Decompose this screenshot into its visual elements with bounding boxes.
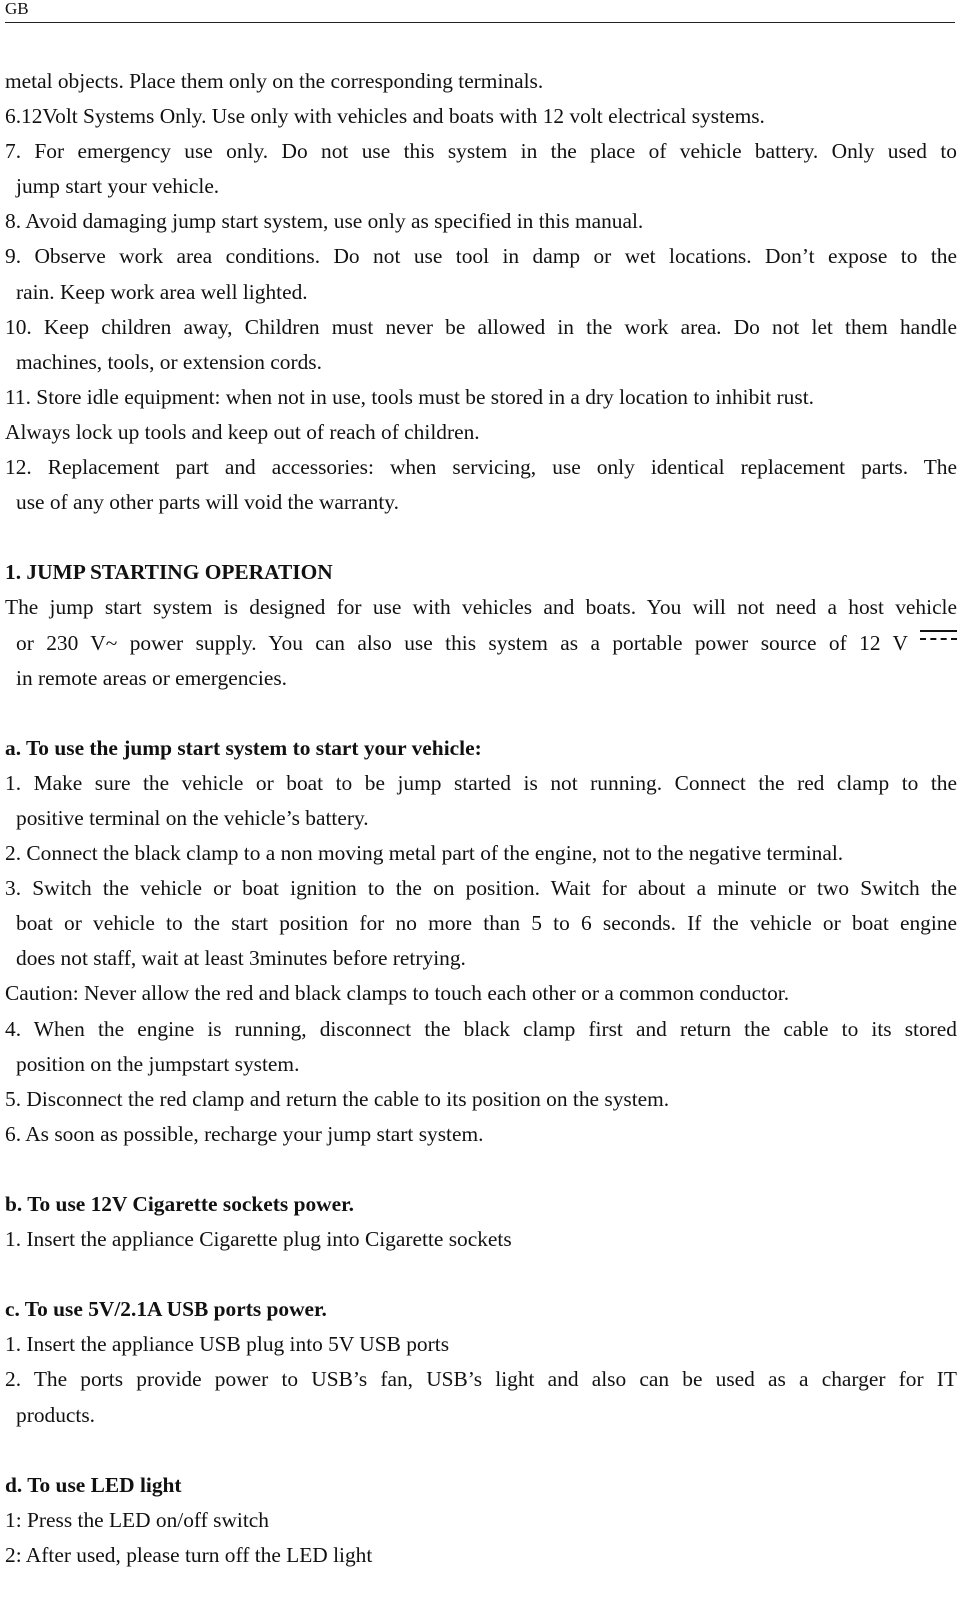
section-c [5, 1292, 957, 1432]
safety-item-10-continued: machines, tools, or extension cords. [16, 349, 322, 374]
spacer [5, 1433, 957, 1468]
section-a [5, 731, 957, 1152]
section-d-step-1: 1: Press the LED on/off switch [5, 1507, 269, 1532]
spacer [5, 696, 957, 731]
safety-item-11: 11. Store idle equipment: when not in use, tools must be stored in a dry location to inhibit rust. [5, 384, 814, 409]
section-a-step-2: 2. Connect the black clamp to a non moving metal part of the engine, not to the negative terminal. [5, 841, 844, 866]
intro-paragraph-continued [5, 626, 957, 661]
safety-item-7: 7. For emergency use only. Do not use this system in the place of vehicle battery. Only used to [5, 139, 957, 164]
section-d [5, 1468, 957, 1573]
section-c-step-1: 1. Insert the appliance USB plug into 5V USB ports [5, 1332, 450, 1357]
safety-item-12: 12. Replacement part and accessories: when servicing, use only identical replacement parts. The [5, 455, 957, 480]
section-a-step-6: 6. As soon as possible, recharge your jump start system. [5, 1121, 484, 1146]
section-d-step-2: 2: After used, please turn off the LED light [5, 1542, 373, 1567]
section-b [5, 1187, 957, 1257]
section-a-step-5: 5. Disconnect the red clamp and return the cable to its position on the system. [5, 1086, 670, 1111]
section-a-heading: a. To use the jump start system to start your vehicle: [5, 735, 482, 760]
section-a-step-1-continued: positive terminal on the vehicle’s battery. [16, 805, 369, 830]
safety-item-8: 8. Avoid damaging jump start system, use only as specified in this manual. [5, 209, 644, 234]
section-a-step-3-end: does not staff, wait at least 3minutes before retrying. [16, 946, 466, 971]
safety-item-5-continued: metal objects. Place them only on the corresponding terminals. [5, 69, 544, 93]
safety-item-11-continued: Always lock up tools and keep out of reach of children. [5, 419, 480, 444]
caution-note: Caution: Never allow the red and black clamps to touch each other or a common conductor. [5, 981, 790, 1006]
section-a-step-4: 4. When the engine is running, disconnect the black clamp first and return the cable to its stored [5, 1016, 957, 1041]
section-c-heading: c. To use 5V/2.1A USB ports power. [5, 1297, 327, 1322]
safety-item-6: 6.12Volt Systems Only. Use only with vehicles and boats with 12 volt electrical systems. [5, 104, 765, 129]
section-c-step-2: 2. The ports provide power to USB’s fan, USB’s light and also can be used as a charger for IT [5, 1367, 957, 1392]
safety-item-12-continued: use of any other parts will void the warranty. [16, 490, 399, 515]
section-a-step-4-continued: position on the jumpstart system. [16, 1051, 300, 1076]
section-heading: 1. JUMP STARTING OPERATION [5, 560, 333, 585]
section-d-heading: d. To use LED light [5, 1472, 182, 1497]
region-label: GB [5, 0, 29, 18]
section-a-step-3-continued: boat or vehicle to the start position for no more than 5 to 6 seconds. If the vehicle or boat engine [16, 911, 957, 936]
spacer [5, 1152, 957, 1187]
intro-paragraph: The jump start system is designed for use with vehicles and boats. You will not need a host vehicle [5, 595, 957, 620]
spacer [5, 1257, 957, 1292]
manual-page-body [5, 64, 957, 1573]
safety-item-10: 10. Keep children away, Children must never be allowed in the work area. Do not let them handle [5, 314, 957, 339]
page-header [5, 0, 955, 23]
section-a-step-1: 1. Make sure the vehicle or boat to be jump started is not running. Connect the red clamp to the [5, 770, 957, 795]
safety-item-9-continued: rain. Keep work area well lighted. [16, 279, 308, 304]
jump-starting-section [5, 555, 957, 695]
safety-item-7-continued: jump start your vehicle. [16, 174, 220, 199]
section-c-step-2-continued: products. [16, 1402, 96, 1427]
intro-paragraph-end: in remote areas or emergencies. [16, 665, 288, 690]
dc-voltage-icon [920, 630, 957, 644]
section-b-heading: b. To use 12V Cigarette sockets power. [5, 1192, 354, 1216]
section-a-step-3: 3. Switch the vehicle or boat ignition to the on position. Wait for about a minute or two Switch the [5, 876, 957, 901]
intro-text: or 230 V~ power supply. You can also use this system as a portable power source of 12 V [16, 630, 908, 655]
safety-item-9: 9. Observe work area conditions. Do not use tool in damp or wet locations. Don’t expose to the [5, 244, 957, 269]
spacer [5, 520, 957, 555]
safety-instructions-list [5, 64, 957, 520]
section-b-step-1: 1. Insert the appliance Cigarette plug into Cigarette sockets [5, 1227, 512, 1252]
